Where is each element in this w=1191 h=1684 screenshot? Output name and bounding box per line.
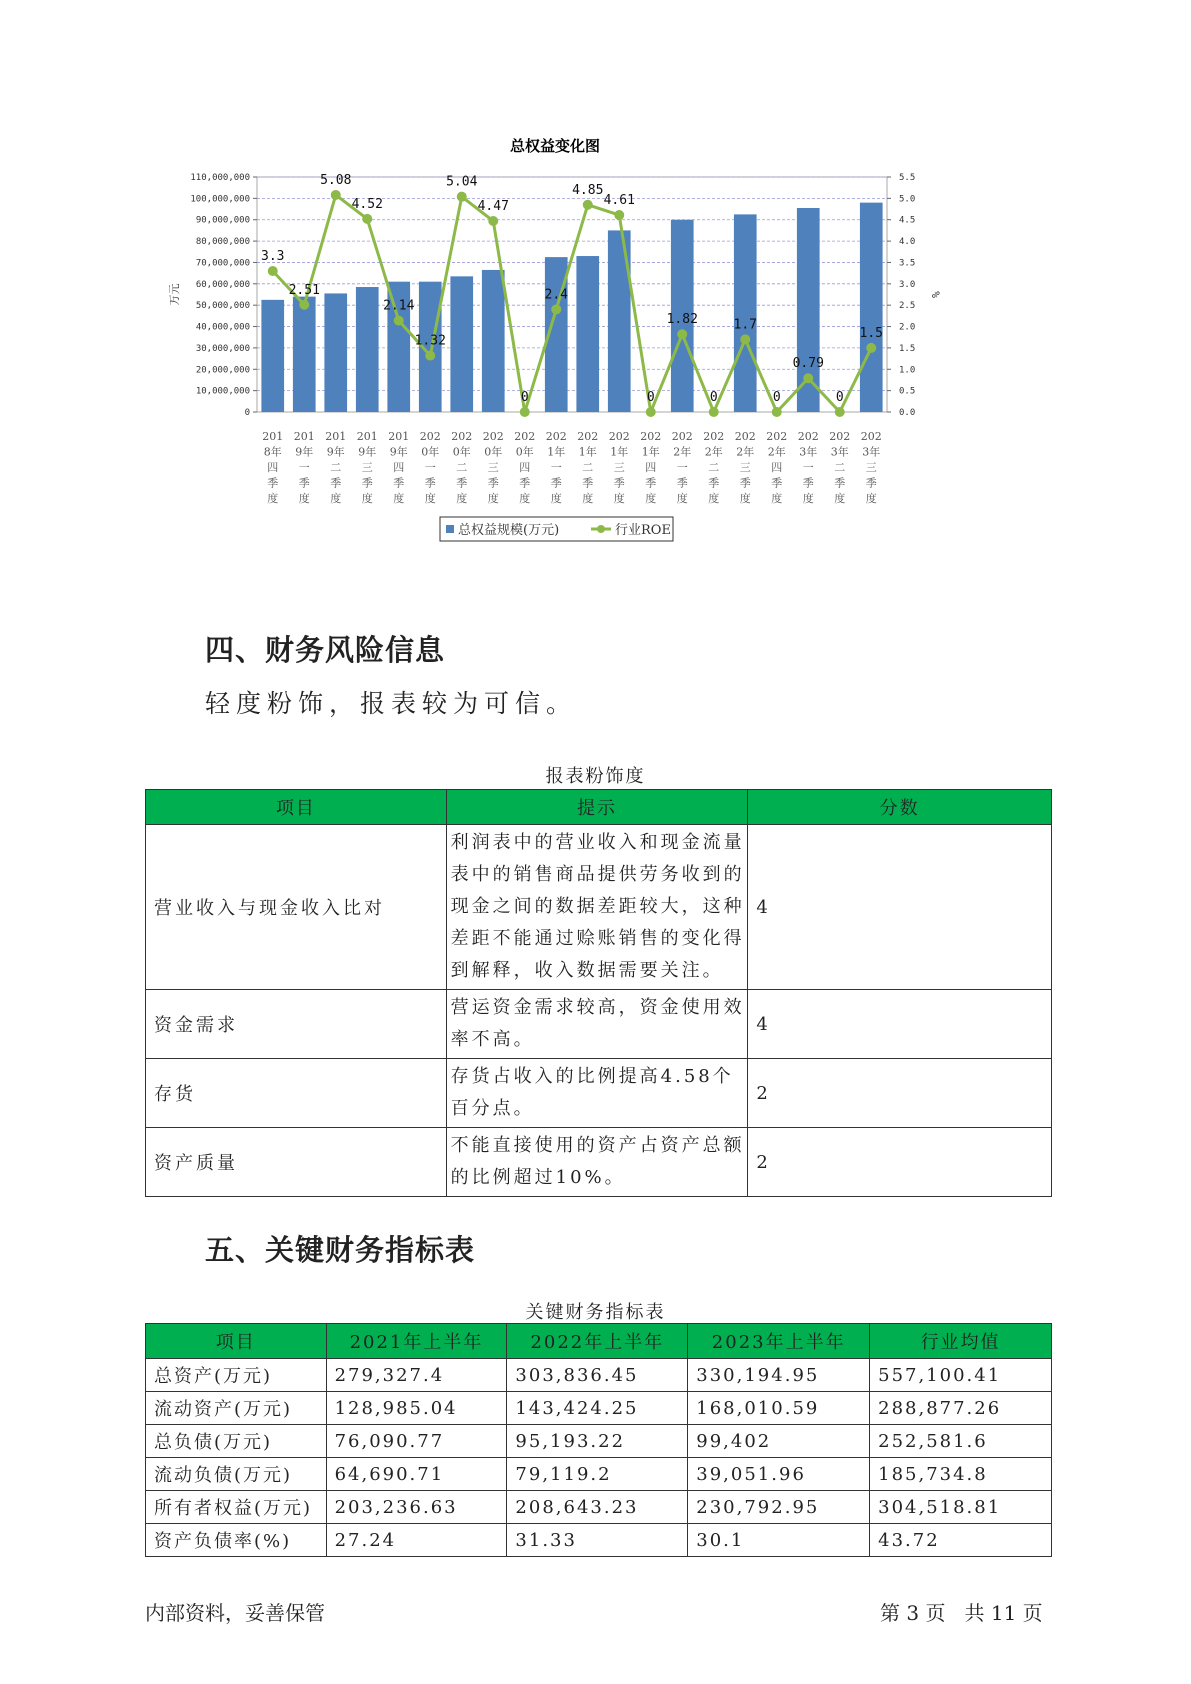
x-tick-label: 度 bbox=[361, 492, 373, 505]
equity-chart-svg bbox=[170, 135, 1030, 595]
x-tick-label: 二 bbox=[834, 461, 846, 474]
indicator-item: 流动资产(万元) bbox=[146, 1392, 327, 1425]
indicator-item: 所有者权益(万元) bbox=[146, 1491, 327, 1524]
roe-point bbox=[299, 300, 309, 310]
equity-bar bbox=[324, 293, 347, 412]
left-tick-label: 50,000,000 bbox=[195, 301, 250, 312]
roe-data-label: 1.5 bbox=[859, 325, 883, 341]
x-tick-label: 二 bbox=[330, 461, 342, 474]
x-tick-label: 202 bbox=[734, 430, 756, 443]
x-tick-label: 二 bbox=[582, 461, 594, 474]
equity-bar bbox=[450, 276, 473, 412]
x-tick-label: 2年 bbox=[736, 445, 755, 459]
indicator-table-caption: 关键财务指标表 bbox=[525, 1302, 666, 1323]
left-axis-title: 万元 bbox=[168, 283, 181, 306]
indicator-value: 330,194.95 bbox=[688, 1359, 870, 1392]
x-tick-label: 三 bbox=[487, 461, 499, 474]
x-tick-label: 一 bbox=[424, 461, 436, 474]
roe-point bbox=[709, 407, 719, 417]
x-tick-label: 2年 bbox=[767, 445, 786, 459]
roe-point bbox=[394, 316, 404, 326]
indicator-value: 30.1 bbox=[688, 1524, 870, 1557]
left-tick-label: 90,000,000 bbox=[195, 215, 250, 226]
left-tick-label: 70,000,000 bbox=[195, 258, 250, 269]
x-tick-label: 8年 bbox=[263, 445, 282, 459]
x-tick-label: 202 bbox=[766, 430, 788, 443]
left-tick-label: 20,000,000 bbox=[195, 365, 250, 376]
x-tick-label: 二 bbox=[456, 461, 468, 474]
x-tick-label: 季 bbox=[298, 476, 310, 490]
x-tick-label: 3年 bbox=[799, 445, 818, 459]
x-tick-label: 201 bbox=[293, 430, 315, 443]
equity-chart bbox=[170, 135, 1030, 595]
x-tick-label: 度 bbox=[424, 492, 436, 505]
right-tick-label: 3.0 bbox=[899, 279, 916, 290]
risk-tip: 营运资金需求较高，资金使用效率不高。 bbox=[446, 990, 748, 1059]
x-tick-label: 2年 bbox=[704, 445, 723, 459]
roe-data-label: 5.04 bbox=[446, 174, 478, 190]
right-tick-label: 2.5 bbox=[899, 301, 916, 312]
x-tick-label: 202 bbox=[703, 430, 725, 443]
x-tick-label: 0年 bbox=[421, 445, 440, 459]
roe-data-label: 1.32 bbox=[414, 333, 446, 349]
left-tick-label: 80,000,000 bbox=[195, 237, 250, 248]
x-tick-label: 季 bbox=[613, 476, 625, 490]
right-tick-label: 3.5 bbox=[899, 258, 916, 269]
indicator-value: 288,877.26 bbox=[870, 1392, 1052, 1425]
roe-data-label: 0 bbox=[772, 390, 781, 405]
x-tick-label: 季 bbox=[519, 476, 531, 490]
x-tick-label: 三 bbox=[361, 461, 373, 474]
roe-point bbox=[551, 304, 561, 314]
roe-data-label: 0 bbox=[520, 390, 529, 405]
risk-item: 资产质量 bbox=[146, 1128, 447, 1197]
chart-title: 总权益变化图 bbox=[509, 137, 601, 155]
indicator-value: 143,424.25 bbox=[507, 1392, 688, 1425]
x-tick-label: 度 bbox=[298, 492, 310, 505]
x-tick-label: 0年 bbox=[515, 445, 534, 459]
x-tick-label: 202 bbox=[545, 430, 567, 443]
indicator-value: 39,051.96 bbox=[688, 1458, 870, 1491]
x-tick-label: 度 bbox=[393, 492, 405, 505]
roe-point bbox=[740, 334, 750, 344]
indicator-item: 总负债(万元) bbox=[146, 1425, 327, 1458]
risk-table-header-row bbox=[146, 790, 1052, 825]
table-row bbox=[146, 1128, 1052, 1197]
x-tick-label: 季 bbox=[802, 476, 814, 490]
risk-tip: 存货占收入的比例提高4.58个百分点。 bbox=[446, 1059, 748, 1128]
section-four-text: 轻度粉饰，报表较为可信。 bbox=[205, 689, 578, 718]
section-four-title: 四、财务风险信息 bbox=[205, 633, 446, 667]
x-tick-label: 3年 bbox=[862, 445, 881, 459]
table-row bbox=[146, 825, 1052, 990]
left-tick-label: 30,000,000 bbox=[195, 343, 250, 354]
table-row bbox=[146, 1059, 1052, 1128]
indicator-value: 128,985.04 bbox=[326, 1392, 507, 1425]
roe-data-label: 2.51 bbox=[288, 282, 320, 298]
equity-bar bbox=[860, 203, 883, 412]
footer-confidential: 内部资料，妥善保管 bbox=[145, 1601, 325, 1625]
x-tick-label: 202 bbox=[451, 430, 473, 443]
x-tick-label: 度 bbox=[613, 492, 625, 505]
roe-point bbox=[866, 343, 876, 353]
indicator-value: 95,193.22 bbox=[507, 1425, 688, 1458]
indicator-header-item: 项目 bbox=[146, 1324, 327, 1359]
x-tick-label: 季 bbox=[739, 476, 751, 490]
x-tick-label: 季 bbox=[708, 476, 720, 490]
roe-point bbox=[520, 407, 530, 417]
left-tick-label: 40,000,000 bbox=[195, 322, 250, 333]
x-tick-label: 季 bbox=[771, 476, 783, 490]
indicator-item: 总资产(万元) bbox=[146, 1359, 327, 1392]
roe-data-label: 4.47 bbox=[477, 199, 509, 215]
x-tick-label: 202 bbox=[797, 430, 819, 443]
equity-bar bbox=[356, 287, 379, 412]
indicator-value: 208,643.23 bbox=[507, 1491, 688, 1524]
risk-table-caption: 报表粉饰度 bbox=[545, 766, 646, 787]
legend-bar-swatch bbox=[446, 525, 454, 533]
left-tick-label: 60,000,000 bbox=[195, 279, 250, 290]
risk-item: 营业收入与现金收入比对 bbox=[146, 825, 447, 990]
x-tick-label: 季 bbox=[267, 476, 279, 490]
indicator-value: 230,792.95 bbox=[688, 1491, 870, 1524]
x-tick-label: 四 bbox=[519, 461, 531, 474]
indicator-value: 43.72 bbox=[870, 1524, 1052, 1557]
x-tick-label: 季 bbox=[393, 476, 405, 490]
x-tick-label: 三 bbox=[739, 461, 751, 474]
indicator-value: 76,090.77 bbox=[326, 1425, 507, 1458]
x-tick-label: 202 bbox=[577, 430, 599, 443]
roe-point bbox=[331, 190, 341, 200]
right-axis-title: % bbox=[929, 291, 942, 298]
risk-score: 4 bbox=[748, 990, 1052, 1059]
x-tick-label: 度 bbox=[330, 492, 342, 505]
table-row bbox=[146, 1425, 1052, 1458]
indicator-value: 79,119.2 bbox=[507, 1458, 688, 1491]
indicator-value: 279,327.4 bbox=[326, 1359, 507, 1392]
indicator-header-industry-avg: 行业均值 bbox=[870, 1324, 1052, 1359]
roe-point bbox=[646, 407, 656, 417]
right-tick-label: 0.5 bbox=[899, 386, 916, 397]
x-tick-label: 9年 bbox=[358, 445, 377, 459]
x-tick-label: 季 bbox=[645, 476, 657, 490]
legend-bar-label: 总权益规模(万元) bbox=[458, 523, 560, 538]
risk-tip: 利润表中的营业收入和现金流量表中的销售商品提供劳务收到的现金之间的数据差距较大，这种差距不能通过赊账销售的变化得到解释，收入数据需要关注。 bbox=[446, 825, 748, 990]
roe-point bbox=[457, 192, 467, 202]
x-tick-label: 度 bbox=[771, 492, 783, 505]
x-tick-label: 3年 bbox=[830, 445, 849, 459]
x-tick-label: 四 bbox=[771, 461, 783, 474]
x-tick-label: 季 bbox=[834, 476, 846, 490]
indicator-value: 64,690.71 bbox=[326, 1458, 507, 1491]
roe-point bbox=[835, 407, 845, 417]
x-tick-label: 二 bbox=[708, 461, 720, 474]
left-tick-label: 100,000,000 bbox=[190, 194, 250, 205]
roe-data-label: 0 bbox=[709, 390, 718, 405]
x-tick-label: 202 bbox=[608, 430, 630, 443]
x-tick-label: 季 bbox=[582, 476, 594, 490]
risk-score: 2 bbox=[748, 1059, 1052, 1128]
legend-line-label: 行业ROE bbox=[615, 523, 671, 538]
x-tick-label: 201 bbox=[262, 430, 284, 443]
x-tick-label: 四 bbox=[393, 461, 405, 474]
x-tick-label: 季 bbox=[424, 476, 436, 490]
table-row bbox=[146, 990, 1052, 1059]
x-tick-label: 季 bbox=[361, 476, 373, 490]
roe-data-label: 3.3 bbox=[261, 249, 285, 264]
x-tick-label: 9年 bbox=[326, 445, 345, 459]
x-tick-label: 202 bbox=[514, 430, 536, 443]
x-tick-label: 0年 bbox=[452, 445, 471, 459]
x-tick-label: 度 bbox=[865, 492, 877, 505]
roe-data-label: 1.82 bbox=[666, 312, 698, 328]
indicator-value: 168,010.59 bbox=[688, 1392, 870, 1425]
section-five-title: 五、关键财务指标表 bbox=[205, 1233, 476, 1267]
x-tick-label: 度 bbox=[267, 492, 279, 505]
x-tick-label: 度 bbox=[645, 492, 657, 505]
left-tick-label: 10,000,000 bbox=[195, 386, 250, 397]
x-tick-label: 季 bbox=[865, 476, 877, 490]
table-row bbox=[146, 1458, 1052, 1491]
roe-point bbox=[425, 351, 435, 361]
equity-bar bbox=[482, 270, 505, 412]
table-row bbox=[146, 1392, 1052, 1425]
x-tick-label: 0年 bbox=[484, 445, 503, 459]
indicator-value: 185,734.8 bbox=[870, 1458, 1052, 1491]
x-tick-label: 202 bbox=[640, 430, 662, 443]
indicator-value: 203,236.63 bbox=[326, 1491, 507, 1524]
roe-data-label: 4.85 bbox=[572, 182, 604, 198]
risk-item: 资金需求 bbox=[146, 990, 447, 1059]
roe-data-label: 5.08 bbox=[320, 172, 352, 188]
indicator-value: 252,581.6 bbox=[870, 1425, 1052, 1458]
indicator-item: 流动负债(万元) bbox=[146, 1458, 327, 1491]
table-row bbox=[146, 1359, 1052, 1392]
roe-data-label: 2.4 bbox=[544, 287, 568, 303]
indicator-header-2023h1: 2023年上半年 bbox=[688, 1324, 870, 1359]
indicator-header-2021h1: 2021年上半年 bbox=[326, 1324, 507, 1359]
equity-bar bbox=[734, 214, 757, 412]
x-tick-label: 季 bbox=[487, 476, 499, 490]
x-tick-label: 2年 bbox=[673, 445, 692, 459]
x-tick-label: 度 bbox=[739, 492, 751, 505]
x-tick-label: 季 bbox=[550, 476, 562, 490]
legend-line-marker bbox=[597, 525, 605, 533]
risk-tip: 不能直接使用的资产占资产总额的比例超过10%。 bbox=[446, 1128, 748, 1197]
risk-header-tip: 提示 bbox=[446, 790, 748, 825]
right-tick-label: 5.5 bbox=[899, 173, 916, 183]
x-tick-label: 202 bbox=[419, 430, 441, 443]
x-tick-label: 度 bbox=[487, 492, 499, 505]
roe-point bbox=[488, 216, 498, 226]
x-tick-label: 一 bbox=[550, 461, 562, 474]
x-tick-label: 度 bbox=[519, 492, 531, 505]
roe-point bbox=[614, 210, 624, 220]
x-tick-label: 202 bbox=[829, 430, 851, 443]
equity-bar bbox=[261, 300, 284, 412]
roe-point bbox=[362, 214, 372, 224]
left-tick-label: 110,000,000 bbox=[190, 173, 250, 183]
x-tick-label: 四 bbox=[645, 461, 657, 474]
risk-table bbox=[145, 789, 1052, 1197]
indicator-value: 99,402 bbox=[688, 1425, 870, 1458]
x-tick-label: 9年 bbox=[295, 445, 314, 459]
x-tick-label: 1年 bbox=[578, 445, 597, 459]
risk-score: 2 bbox=[748, 1128, 1052, 1197]
right-tick-label: 5.0 bbox=[899, 194, 916, 205]
x-tick-label: 202 bbox=[860, 430, 882, 443]
indicator-value: 303,836.45 bbox=[507, 1359, 688, 1392]
risk-item: 存货 bbox=[146, 1059, 447, 1128]
roe-data-label: 2.14 bbox=[383, 298, 415, 314]
roe-data-label: 1.7 bbox=[733, 317, 757, 333]
indicator-value: 304,518.81 bbox=[870, 1491, 1052, 1524]
x-tick-label: 季 bbox=[676, 476, 688, 490]
left-tick-label: 0 bbox=[244, 408, 250, 418]
roe-point bbox=[268, 266, 278, 276]
x-tick-label: 1年 bbox=[641, 445, 660, 459]
x-tick-label: 三 bbox=[865, 461, 877, 474]
table-row bbox=[146, 1491, 1052, 1524]
indicator-value: 31.33 bbox=[507, 1524, 688, 1557]
x-tick-label: 三 bbox=[613, 461, 625, 474]
x-tick-label: 1年 bbox=[610, 445, 629, 459]
table-row bbox=[146, 1524, 1052, 1557]
x-tick-label: 201 bbox=[388, 430, 410, 443]
x-tick-label: 1年 bbox=[547, 445, 566, 459]
x-tick-label: 一 bbox=[802, 461, 814, 474]
risk-score: 4 bbox=[748, 825, 1052, 990]
equity-bar bbox=[293, 297, 316, 412]
x-tick-label: 度 bbox=[802, 492, 814, 505]
right-tick-label: 2.0 bbox=[899, 322, 916, 333]
indicator-item: 资产负债率(%) bbox=[146, 1524, 327, 1557]
right-tick-label: 4.0 bbox=[899, 237, 916, 248]
x-tick-label: 季 bbox=[330, 476, 342, 490]
risk-header-score: 分数 bbox=[748, 790, 1052, 825]
x-tick-label: 一 bbox=[298, 461, 310, 474]
indicator-header-2022h1: 2022年上半年 bbox=[507, 1324, 688, 1359]
right-tick-label: 1.0 bbox=[899, 365, 916, 376]
x-tick-label: 度 bbox=[708, 492, 720, 505]
indicator-table-header-row bbox=[146, 1324, 1052, 1359]
indicator-value: 27.24 bbox=[326, 1524, 507, 1557]
x-tick-label: 度 bbox=[676, 492, 688, 505]
x-tick-label: 四 bbox=[267, 461, 279, 474]
x-tick-label: 度 bbox=[550, 492, 562, 505]
x-tick-label: 度 bbox=[456, 492, 468, 505]
equity-bar bbox=[576, 256, 599, 412]
indicator-table bbox=[145, 1323, 1052, 1557]
risk-header-item: 项目 bbox=[146, 790, 447, 825]
x-tick-label: 季 bbox=[456, 476, 468, 490]
x-tick-label: 一 bbox=[676, 461, 688, 474]
x-tick-label: 201 bbox=[356, 430, 378, 443]
x-tick-label: 201 bbox=[325, 430, 347, 443]
footer-page-number: 第 3 页 共 11 页 bbox=[880, 1601, 1043, 1625]
roe-point bbox=[803, 373, 813, 383]
roe-point bbox=[677, 329, 687, 339]
right-tick-label: 0.0 bbox=[899, 408, 916, 418]
x-tick-label: 度 bbox=[582, 492, 594, 505]
x-tick-label: 202 bbox=[671, 430, 693, 443]
roe-data-label: 0 bbox=[835, 390, 844, 405]
right-tick-label: 1.5 bbox=[899, 343, 916, 354]
plot-frame bbox=[257, 174, 887, 412]
roe-point bbox=[583, 200, 593, 210]
roe-data-label: 0.79 bbox=[792, 356, 824, 372]
indicator-value: 557,100.41 bbox=[870, 1359, 1052, 1392]
roe-data-label: 4.52 bbox=[351, 196, 383, 212]
x-tick-label: 度 bbox=[834, 492, 846, 505]
x-tick-label: 202 bbox=[482, 430, 504, 443]
x-tick-label: 9年 bbox=[389, 445, 408, 459]
right-tick-label: 4.5 bbox=[899, 215, 916, 226]
roe-data-label: 4.61 bbox=[603, 193, 635, 209]
roe-data-label: 0 bbox=[646, 390, 655, 405]
roe-point bbox=[772, 407, 782, 417]
